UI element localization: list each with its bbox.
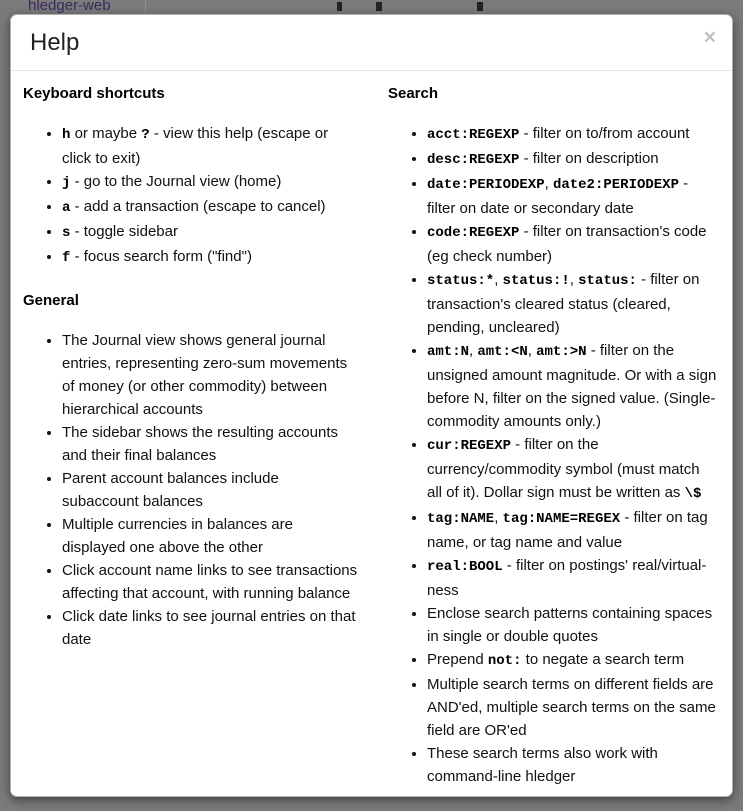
text-segment: - go to the Journal view (home) bbox=[70, 173, 282, 190]
text-segment: , bbox=[527, 342, 537, 359]
text-segment: - focus search form ("find") bbox=[70, 248, 252, 265]
text-segment: Click date links to see journal entries on that date bbox=[62, 608, 356, 648]
inline-code: ? bbox=[141, 127, 150, 143]
list-item bbox=[62, 329, 358, 421]
inline-code: amt:>N bbox=[536, 344, 587, 360]
inline-code: cur:REGEXP bbox=[426, 438, 511, 454]
inline-code: not: bbox=[487, 653, 522, 669]
list-item bbox=[427, 172, 717, 220]
text-segment: Prepend bbox=[426, 651, 488, 668]
inline-code: status:! bbox=[502, 273, 570, 289]
help-column-right bbox=[371, 85, 720, 797]
page-heading-fragment bbox=[337, 2, 342, 11]
inline-code: a bbox=[62, 200, 71, 216]
list-item bbox=[427, 339, 717, 433]
list-item bbox=[427, 554, 717, 602]
inline-code: h bbox=[62, 127, 71, 143]
help-list bbox=[388, 122, 717, 788]
list-item bbox=[62, 605, 358, 651]
text-segment: - filter on date or secondary date bbox=[426, 175, 689, 217]
page-heading-fragment bbox=[376, 2, 382, 11]
help-modal-title: Help bbox=[30, 29, 80, 56]
text-segment: - filter on postings' real/virtual-ness bbox=[426, 557, 707, 599]
list-item bbox=[427, 742, 717, 788]
inline-code: date2:PERIODEXP bbox=[552, 177, 679, 193]
text-segment: - filter on the unsigned amount magnitude. Or with a sign before N, filter on the signed value. (Single-commodity amounts only.) bbox=[426, 342, 717, 430]
inline-code: tag:NAME=REGEX bbox=[502, 511, 621, 527]
text-segment: Click account name links to see transactions affecting that account, with running balance bbox=[62, 562, 358, 602]
text-segment: - filter on transaction's code (eg check number) bbox=[426, 223, 707, 265]
text-segment: Enclose search patterns containing spaces in single or double quotes bbox=[426, 605, 713, 645]
text-segment: Parent account balances include subaccount balances bbox=[62, 470, 279, 510]
help-list bbox=[23, 122, 358, 270]
text-segment: - filter on transaction's cleared status (cleared, pending, uncleared) bbox=[426, 271, 700, 336]
text-segment: to negate a search term bbox=[521, 651, 685, 668]
list-item bbox=[427, 220, 717, 268]
page-backdrop bbox=[0, 0, 743, 14]
inline-code: code:REGEXP bbox=[426, 225, 520, 241]
list-item bbox=[62, 467, 358, 513]
text-segment: Multiple currencies in balances are displayed one above the other bbox=[62, 516, 293, 556]
close-icon[interactable]: × bbox=[703, 26, 716, 49]
text-segment: , bbox=[469, 342, 478, 359]
list-item bbox=[62, 122, 358, 170]
inline-code: amt:<N bbox=[477, 344, 528, 360]
text-segment: The sidebar shows the resulting accounts and their final balances bbox=[62, 424, 338, 464]
hledger-web-brand-link[interactable]: hledger-web bbox=[28, 0, 111, 14]
list-item bbox=[427, 433, 717, 506]
inline-code: j bbox=[62, 175, 71, 191]
section-title: Search bbox=[387, 85, 439, 102]
section-title: General bbox=[23, 292, 79, 309]
list-item bbox=[427, 602, 717, 648]
text-segment: - add a transaction (escape to cancel) bbox=[70, 198, 326, 215]
inline-code: \$ bbox=[684, 486, 702, 502]
help-modal bbox=[10, 14, 733, 797]
text-segment: , bbox=[494, 509, 503, 526]
list-item bbox=[62, 559, 358, 605]
list-item bbox=[427, 122, 717, 147]
text-segment: Multiple search terms on different fields are AND'ed, multiple search terms on the same field are OR'ed bbox=[426, 676, 716, 739]
text-segment: - filter on description bbox=[519, 150, 659, 167]
inline-code: amt:N bbox=[426, 344, 469, 360]
text-segment: - filter on the currency/commodity symbol (must match all of it). Dollar sign must be written as bbox=[426, 436, 700, 501]
inline-code: desc:REGEXP bbox=[426, 152, 520, 168]
list-item bbox=[427, 268, 717, 339]
inline-code: s bbox=[62, 225, 71, 241]
list-item bbox=[427, 648, 717, 673]
list-item bbox=[427, 147, 717, 172]
text-segment: - filter on tag name, or tag name and value bbox=[426, 509, 708, 551]
text-segment: , bbox=[569, 271, 579, 288]
text-segment: The Journal view shows general journal entries, representing zero-sum movements of money (or other commodity) between hierarchical accounts bbox=[62, 332, 348, 418]
sidebar-divider bbox=[145, 0, 146, 14]
text-segment: or maybe bbox=[70, 125, 142, 142]
help-list bbox=[23, 329, 358, 651]
inline-code: f bbox=[62, 250, 71, 266]
list-item bbox=[62, 170, 358, 195]
section-title: Keyboard shortcuts bbox=[23, 85, 165, 102]
help-modal-body bbox=[11, 71, 732, 797]
page-heading-fragment bbox=[477, 2, 483, 11]
list-item bbox=[62, 513, 358, 559]
inline-code: status: bbox=[578, 273, 637, 289]
text-segment: - view this help (escape or click to exit) bbox=[62, 125, 329, 167]
inline-code: date:PERIODEXP bbox=[426, 177, 545, 193]
list-item bbox=[62, 220, 358, 245]
text-segment: These search terms also work with command-line hledger bbox=[426, 745, 658, 785]
text-segment: , bbox=[494, 271, 503, 288]
list-item bbox=[427, 506, 717, 554]
inline-code: real:BOOL bbox=[426, 559, 503, 575]
inline-code: status:* bbox=[426, 273, 495, 289]
text-segment: , bbox=[544, 175, 553, 192]
list-item bbox=[62, 245, 358, 270]
help-modal-header bbox=[11, 15, 732, 71]
inline-code: tag:NAME bbox=[426, 511, 495, 527]
list-item bbox=[62, 195, 358, 220]
text-segment: - filter on to/from account bbox=[519, 125, 690, 142]
help-column-left bbox=[23, 85, 371, 797]
list-item bbox=[427, 673, 717, 742]
inline-code: acct:REGEXP bbox=[426, 127, 520, 143]
list-item bbox=[62, 421, 358, 467]
text-segment: - toggle sidebar bbox=[70, 223, 178, 240]
